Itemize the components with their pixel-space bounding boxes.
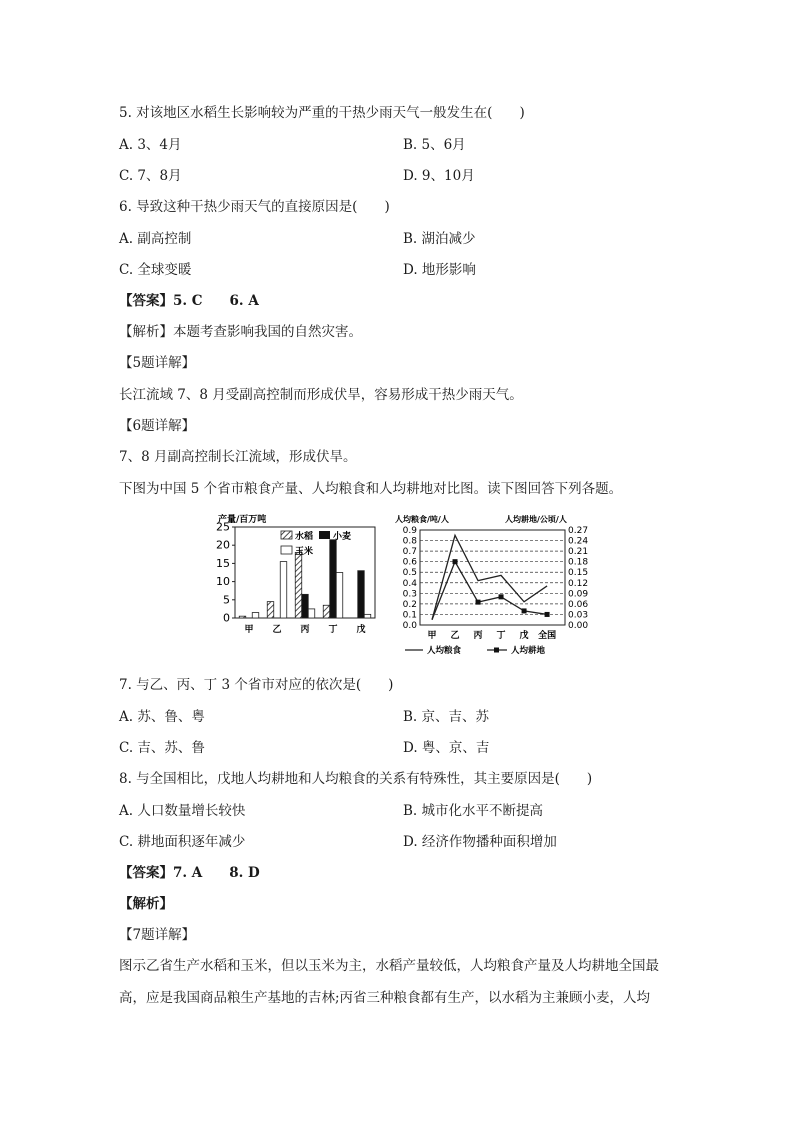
- line-xtick-label: 丙: [473, 631, 483, 641]
- bar-ytick-label: 5: [223, 593, 230, 607]
- line-ytick-right: 0.06: [568, 599, 589, 610]
- line-farmland-per-capita: [432, 562, 547, 620]
- figure-svg: [215, 510, 595, 660]
- line-xtick-label: 全国: [538, 631, 557, 641]
- legend-swatch-wheat: [319, 531, 330, 539]
- line-ytick-left: 0.3: [402, 589, 417, 600]
- bar-xtick-label: 丙: [300, 625, 310, 635]
- analysis-7-8: 【解析】: [119, 896, 173, 912]
- bar-ytick-label: 0: [223, 611, 230, 625]
- detail-5-text: 长江流域 7、8 月受副高控制而形成伏旱，容易形成干热少雨天气。: [119, 387, 523, 403]
- bar-legend: [281, 530, 351, 557]
- q8-option-b: B. 城市化水平不断提高: [403, 803, 544, 819]
- line-ytick-right: 0.00: [568, 621, 589, 631]
- bar-xtick-label: 戊: [356, 625, 366, 635]
- grain-comparison-figure: [215, 510, 595, 660]
- q6-option-d: D. 地形影响: [403, 262, 476, 278]
- line-ytick-right: 0.27: [568, 526, 589, 536]
- q8-option-d: D. 经济作物播种面积增加: [403, 834, 557, 850]
- line-xtick-label: 乙: [450, 631, 460, 641]
- legend-label-wheat: 小麦: [333, 532, 352, 542]
- legend-label-farmland: 人均耕地: [511, 646, 546, 656]
- q7-option-d: D. 粤、京、吉: [403, 740, 490, 756]
- line-ytick-right: 0.15: [568, 568, 589, 579]
- line-ytick-right: 0.12: [568, 578, 589, 589]
- q5-option-b: B. 5、6月: [403, 137, 466, 153]
- bar-rice: [295, 552, 302, 618]
- bar-ytick-label: 20: [216, 538, 230, 552]
- q7-stem: 7. 与乙、丙、丁 3 个省市对应的依次是( ): [119, 677, 394, 693]
- line-ytick-left: 0.7: [402, 547, 417, 558]
- line-ytick-left: 0.2: [402, 599, 417, 610]
- q7-option-b: B. 京、吉、苏: [403, 709, 490, 725]
- q7-option-a: A. 苏、鲁、粤: [119, 709, 205, 725]
- bar-rice: [267, 602, 274, 618]
- bar-wheat: [302, 594, 309, 618]
- q8-option-a: A. 人口数量增长较快: [119, 803, 246, 819]
- answer-5-6: 【答案】5. C 6. A: [119, 293, 259, 309]
- line-xtick-label: 戊: [519, 631, 529, 641]
- line-y-label-right: 人均耕地/公顷/人: [505, 515, 567, 524]
- q7-option-c: C. 吉、苏、鲁: [119, 740, 205, 756]
- farmland-point-marker: [545, 612, 550, 617]
- bar-corn: [336, 573, 343, 619]
- line-legend: [405, 645, 546, 656]
- bar-corn: [252, 613, 259, 618]
- bar-ytick-label: 15: [216, 556, 230, 570]
- detail-6-text: 7、8 月副高控制长江流域，形成伏旱。: [119, 449, 357, 465]
- legend-marker-farmland: [494, 648, 499, 653]
- line-y-label-left: 人均粮食/吨/人: [395, 515, 449, 524]
- line-ytick-left: 0.8: [402, 536, 417, 547]
- line-ytick-right: 0.18: [568, 557, 589, 568]
- bar-xtick-label: 甲: [244, 625, 254, 635]
- bar-xtick-label: 丁: [328, 625, 338, 635]
- q8-option-c: C. 耕地面积逐年减少: [119, 834, 246, 850]
- q5-option-d: D. 9、10月: [403, 168, 475, 184]
- line-ytick-right: 0.21: [568, 547, 589, 558]
- bar-ytick-label: 25: [216, 520, 230, 534]
- q6-option-c: C. 全球变暖: [119, 262, 192, 278]
- legend-label-corn: 玉米: [295, 547, 314, 557]
- q5-option-a: A. 3、4月: [119, 137, 182, 153]
- bar-rice: [239, 616, 246, 618]
- figure-intro: 下图为中国 5 个省市粮食产量、人均粮食和人均耕地对比图。读下图回答下列各题。: [119, 481, 623, 497]
- line-ytick-left: 0.6: [402, 557, 417, 568]
- answer-7-8: 【答案】7. A 8. D: [119, 865, 260, 881]
- bar-ytick-label: 10: [216, 575, 230, 589]
- farmland-point-marker: [476, 600, 481, 605]
- q6-stem: 6. 导致这种干热少雨天气的直接原因是( ): [119, 199, 390, 215]
- line-ytick-left: 0.5: [402, 568, 417, 579]
- bar-y-label: 产量/百万吨: [218, 515, 267, 525]
- line-ytick-right: 0.24: [568, 536, 589, 547]
- detail-6-title: 【6题详解】: [119, 418, 196, 434]
- analysis-5-6: 【解析】本题考查影响我国的自然灾害。: [119, 324, 362, 340]
- bar-wheat: [358, 571, 365, 618]
- detail-7-title: 【7题详解】: [119, 927, 196, 943]
- bar-wheat: [330, 540, 337, 618]
- line-ytick-left: 0.1: [402, 610, 417, 621]
- detail-7-text: 图示乙省生产水稻和玉米，但以玉米为主，水稻产量较低，人均粮食产量及人均耕地全国最高，应是我国商品粮生产基地的吉林;丙省三种粮食都有生产，以水稻为主兼顾小麦，人均: [119, 958, 659, 1006]
- legend-swatch-rice: [281, 531, 292, 539]
- bar-rice: [323, 605, 330, 618]
- bar-chart: [216, 513, 375, 635]
- farmland-point-marker: [453, 559, 458, 564]
- line-ytick-right: 0.03: [568, 610, 589, 621]
- bar-xtick-label: 乙: [272, 625, 282, 635]
- farmland-point-marker: [522, 608, 527, 613]
- farmland-point-marker: [499, 594, 504, 599]
- line-chart: [395, 514, 588, 656]
- legend-label-grain: 人均粮食: [427, 646, 462, 656]
- line-ytick-left: 0.0: [402, 621, 417, 631]
- bar-corn: [364, 614, 371, 618]
- legend-swatch-corn: [281, 546, 292, 554]
- q6-option-a: A. 副高控制: [119, 231, 192, 247]
- q6-option-b: B. 湖泊减少: [403, 231, 476, 247]
- q8-stem: 8. 与全国相比，戊地人均耕地和人均粮食的关系有特殊性，其主要原因是( ): [119, 771, 593, 787]
- line-ytick-left: 0.4: [402, 578, 417, 589]
- bar-corn: [308, 609, 315, 618]
- line-xtick-label: 丁: [496, 631, 506, 641]
- legend-label-rice: 水稻: [295, 532, 314, 542]
- line-xtick-label: 甲: [427, 631, 437, 641]
- line-ytick-right: 0.09: [568, 589, 589, 600]
- q5-option-c: C. 7、8月: [119, 168, 182, 184]
- q5-stem: 5. 对该地区水稻生长影响较为严重的干热少雨天气一般发生在( ): [119, 105, 525, 121]
- detail-5-title: 【5题详解】: [119, 355, 196, 371]
- bar-corn: [280, 562, 287, 618]
- line-ytick-left: 0.9: [402, 526, 417, 536]
